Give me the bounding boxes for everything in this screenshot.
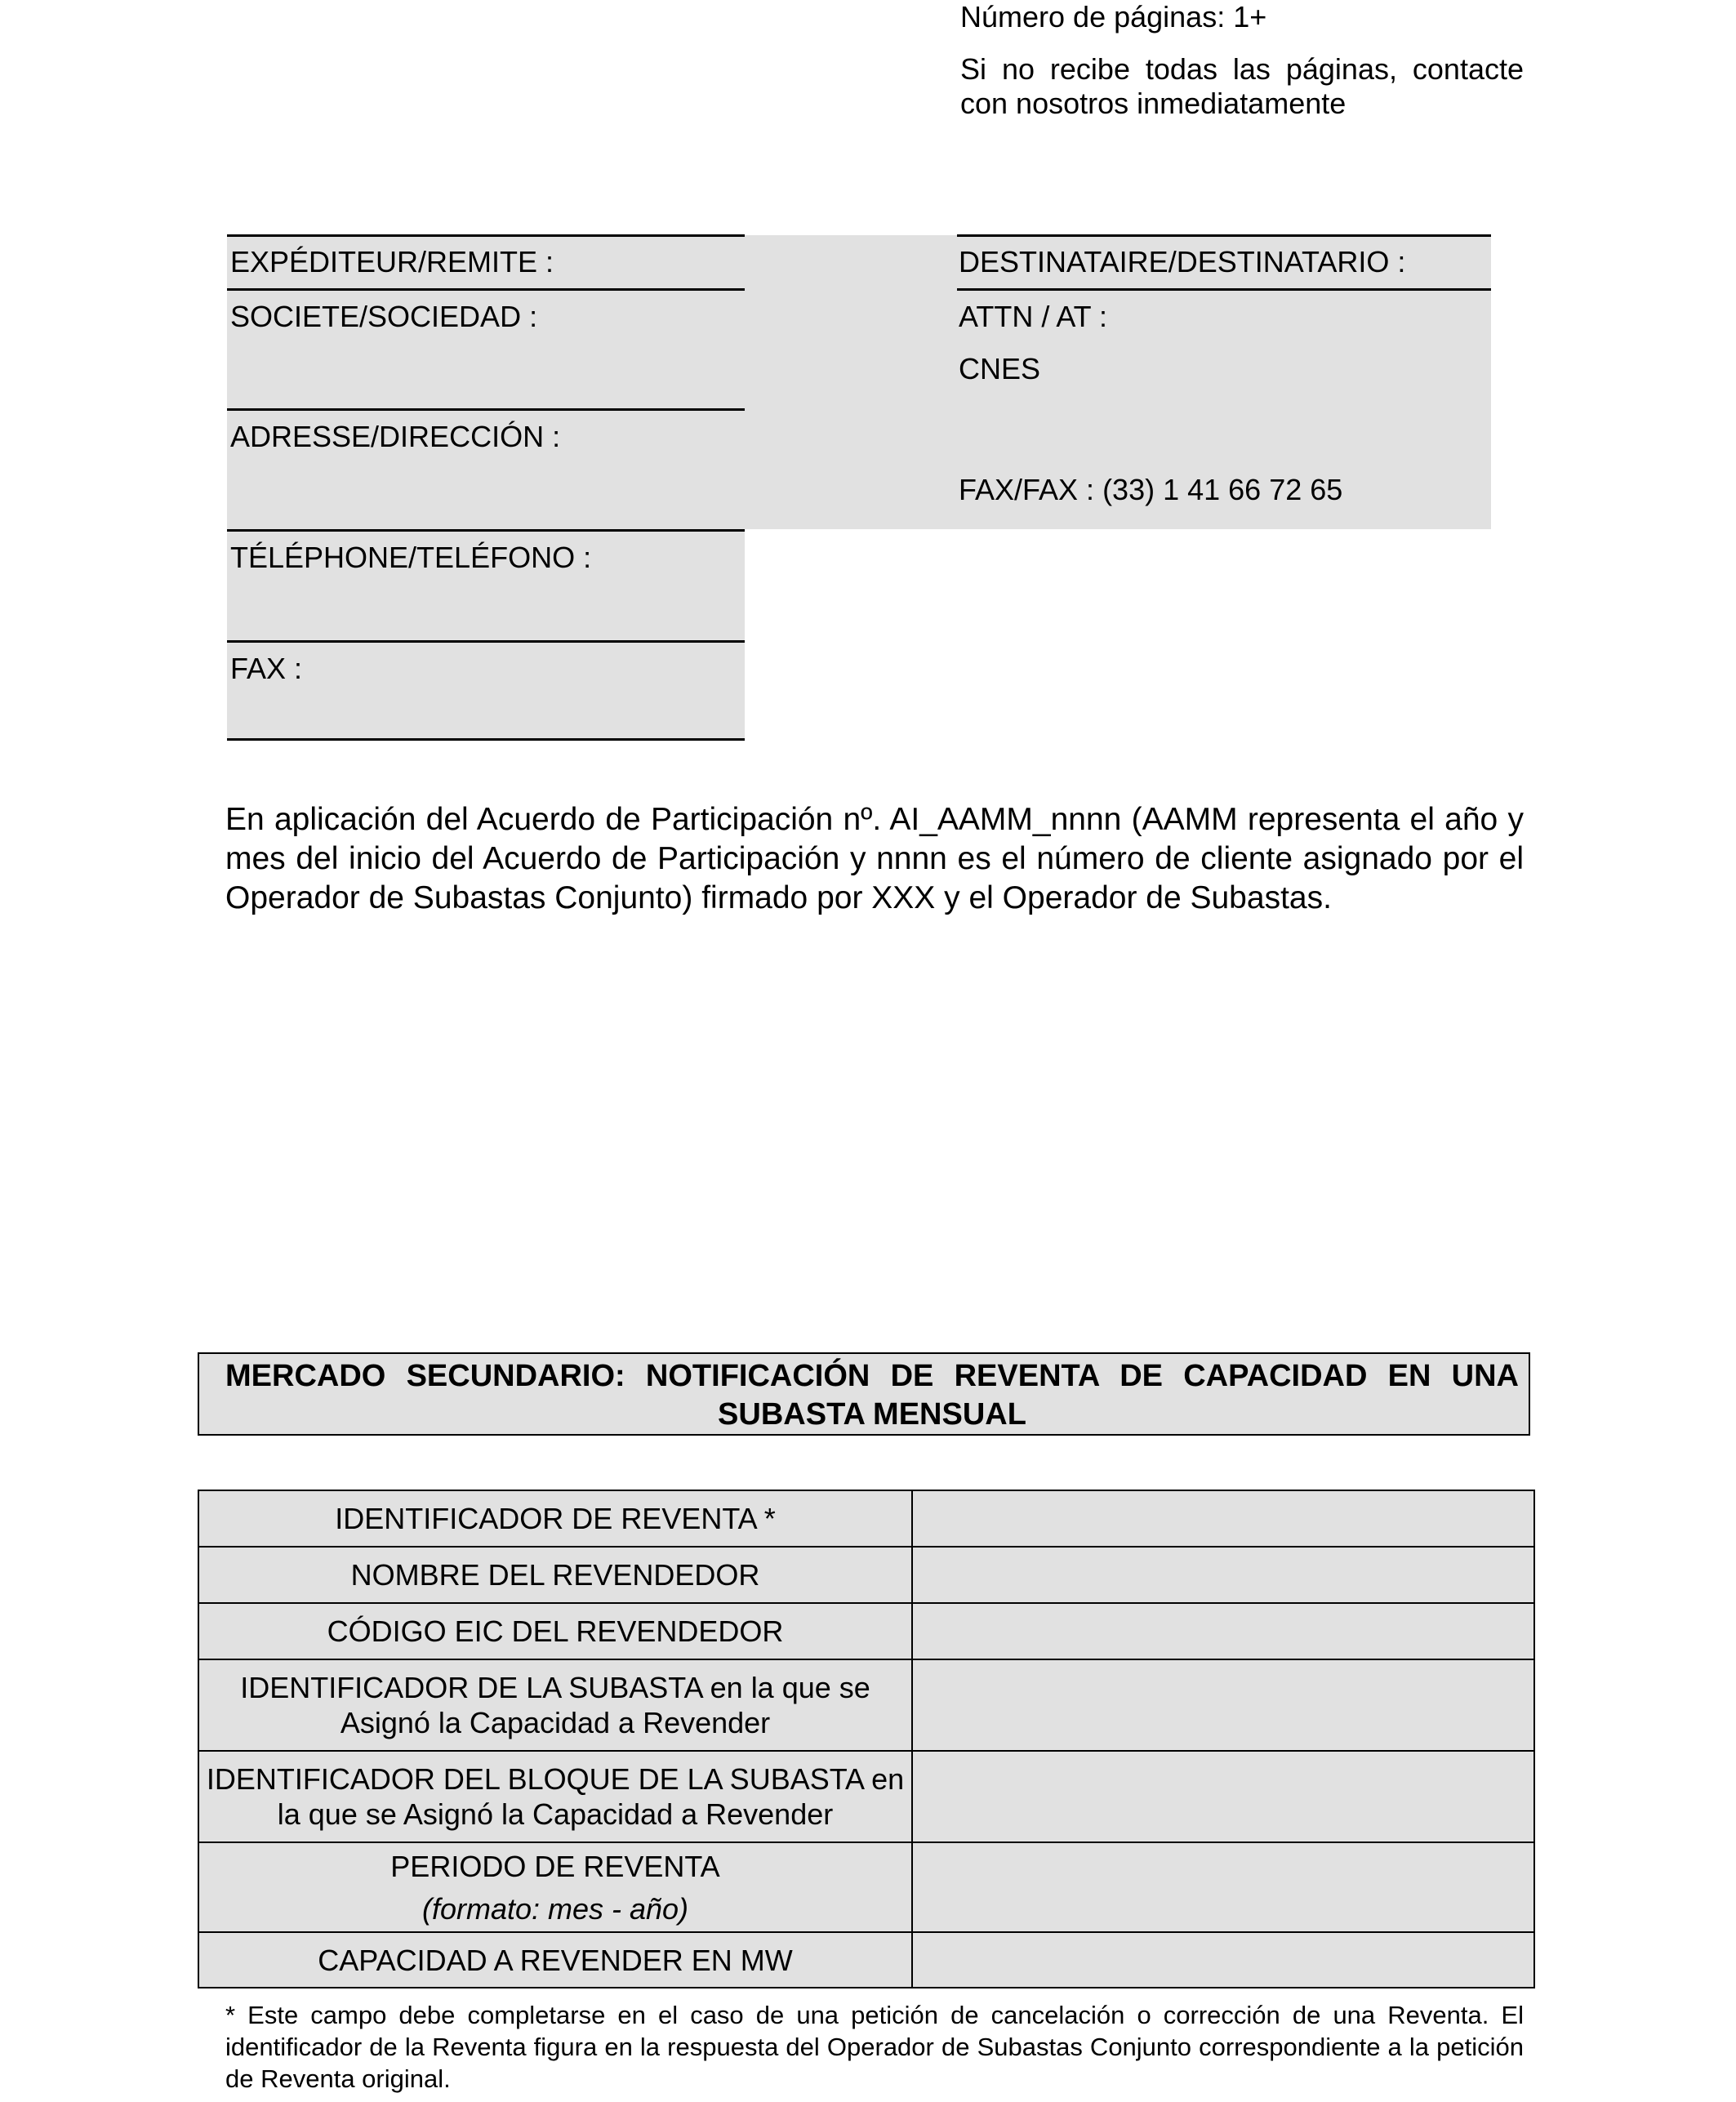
field-label-group <box>198 1842 912 1932</box>
recipient-org: CNES <box>959 352 1041 385</box>
sender-title: EXPÉDITEUR/REMITE : <box>230 245 554 278</box>
fax-field-label: FAX : <box>230 652 303 685</box>
field-format-hint: (formato: mes - año) <box>421 1891 689 1926</box>
divider <box>227 529 745 532</box>
field-label: NOMBRE DEL REVENDEDOR <box>198 1547 912 1603</box>
address-field-label: ADRESSE/DIRECCIÓN : <box>230 420 561 453</box>
field-label: IDENTIFICADOR DE LA SUBASTA en la que se Asignó la Capacidad a Revender <box>198 1659 912 1751</box>
capacity-mw-input[interactable] <box>912 1932 1534 1988</box>
field-label: IDENTIFICADOR DE REVENTA * <box>198 1490 912 1547</box>
attn-field-label: ATTN / AT : <box>959 300 1108 333</box>
field-label: IDENTIFICADOR DEL BLOQUE DE LA SUBASTA en la que se Asignó la Capacidad a Revender <box>198 1751 912 1842</box>
field-label: PERIODO DE REVENTA <box>390 1849 720 1883</box>
table-row <box>198 1490 1534 1547</box>
resale-id-input[interactable] <box>912 1490 1534 1547</box>
recipient-title: DESTINATAIRE/DESTINATARIO : <box>959 245 1406 278</box>
resale-form-table <box>198 1490 1535 1988</box>
table-row <box>198 1842 1534 1932</box>
section-title: MERCADO SECUNDARIO: NOTIFICACIÓN DE REVENTA DE CAPACIDAD EN UNA SUBASTA MENSUAL <box>198 1352 1530 1436</box>
table-row <box>198 1751 1534 1842</box>
missing-pages-notice: Si no recibe todas las páginas, contacte con nosotros inmediatamente <box>960 52 1524 120</box>
divider <box>227 234 745 237</box>
table-row <box>198 1547 1534 1603</box>
auction-block-id-input[interactable] <box>912 1751 1534 1842</box>
table-row <box>198 1603 1534 1659</box>
auction-id-input[interactable] <box>912 1659 1534 1751</box>
company-field-label: SOCIETE/SOCIEDAD : <box>230 300 538 333</box>
recipient-fax: FAX/FAX : (33) 1 41 66 72 65 <box>959 473 1343 506</box>
divider <box>227 640 745 643</box>
table-row <box>198 1932 1534 1988</box>
divider <box>227 408 745 411</box>
page-count: Número de páginas: 1+ <box>960 0 1267 33</box>
divider <box>957 288 1491 291</box>
divider <box>227 288 745 291</box>
footnote: * Este campo debe completarse en el caso de una petición de cancelación o corrección de una Reventa. El identificador de la Reventa figura en la respuesta del Operador de Subastas Conjunto correspondiente a la petición de Reventa original. <box>225 2001 1524 2093</box>
intro-paragraph: En aplicación del Acuerdo de Participación nº. AI_AAMM_nnnn (AAMM representa el año y mes del inicio del Acuerdo de Participación y nnnn es el número de cliente asignado por el Operador de Subastas Conjunto) firmado por XXX y el Operador de Subastas. <box>225 802 1524 915</box>
table-row <box>198 1659 1534 1751</box>
field-label: CAPACIDAD A REVENDER EN MW <box>198 1932 912 1988</box>
field-label: CÓDIGO EIC DEL REVENDEDOR <box>198 1603 912 1659</box>
reseller-name-input[interactable] <box>912 1547 1534 1603</box>
phone-field-label: TÉLÉPHONE/TELÉFONO : <box>230 541 592 574</box>
divider <box>227 738 745 741</box>
divider <box>957 234 1491 237</box>
reseller-eic-input[interactable] <box>912 1603 1534 1659</box>
resale-period-input[interactable] <box>912 1842 1534 1932</box>
